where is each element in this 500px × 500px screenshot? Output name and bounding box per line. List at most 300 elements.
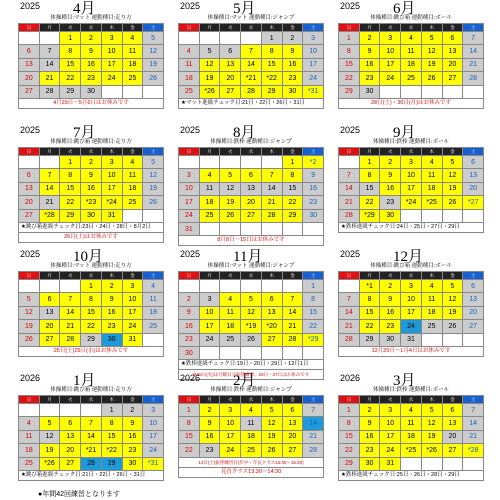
day-cell bbox=[143, 209, 164, 222]
day-cell: 15 bbox=[359, 306, 380, 319]
day-cell: 26 bbox=[143, 72, 164, 85]
day-cell: 13 bbox=[261, 306, 282, 319]
day-cell: 28 bbox=[81, 457, 102, 470]
event-subtitle: 体操種目:跳び箱 運動種目:走り方 bbox=[50, 387, 132, 393]
day-cell: 15 bbox=[60, 58, 81, 71]
day-cell: 1 bbox=[179, 404, 200, 417]
day-cell: 13 bbox=[19, 58, 40, 71]
month-title: 12月 bbox=[393, 249, 424, 265]
day-cell: 21 bbox=[39, 72, 60, 85]
day-cell: 25 bbox=[19, 457, 40, 470]
day-cell: 10 bbox=[101, 45, 122, 58]
day-cell bbox=[220, 222, 241, 235]
day-cell: 17 bbox=[220, 430, 241, 443]
day-cell: 12 bbox=[261, 417, 282, 430]
day-cell: 5 bbox=[421, 32, 442, 45]
day-cell: 26 bbox=[442, 196, 463, 209]
day-cell: 16 bbox=[122, 430, 143, 443]
day-cell: 14 bbox=[463, 45, 484, 58]
day-cell: 2 bbox=[199, 404, 220, 417]
day-cell: *29 bbox=[359, 209, 380, 222]
day-cell bbox=[101, 85, 122, 98]
month-calendar bbox=[178, 372, 324, 478]
day-cell bbox=[261, 346, 282, 359]
day-cell: 27 bbox=[282, 444, 303, 457]
day-cell: 15 bbox=[282, 182, 303, 195]
day-cell: 27 bbox=[463, 320, 484, 333]
weekday-header: 日 bbox=[19, 148, 40, 156]
month-title: 4月 bbox=[73, 1, 96, 17]
weekday-header: 金 bbox=[282, 272, 303, 280]
day-cell: 11 bbox=[199, 182, 220, 195]
day-cell: 16 bbox=[179, 320, 200, 333]
day-cell: 7 bbox=[81, 417, 102, 430]
day-cell bbox=[241, 32, 262, 45]
event-subtitle: 体操種目:跳び箱 運動種目:ボール bbox=[370, 263, 452, 269]
calendar-grid bbox=[178, 271, 324, 360]
weekday-header: 土 bbox=[463, 24, 484, 32]
day-cell: 22 bbox=[60, 72, 81, 85]
day-cell: 5 bbox=[220, 169, 241, 182]
weekday-header: 火 bbox=[60, 272, 81, 280]
day-cell: 30 bbox=[122, 457, 143, 470]
day-cell: *26 bbox=[39, 457, 60, 470]
day-cell: 26 bbox=[241, 333, 262, 346]
day-cell: 19 bbox=[39, 444, 60, 457]
day-cell: 17 bbox=[303, 58, 324, 71]
day-cell: 15 bbox=[339, 430, 360, 443]
weekday-header: 土 bbox=[463, 396, 484, 404]
day-cell: 9 bbox=[282, 45, 303, 58]
weekday-header: 金 bbox=[122, 24, 143, 32]
day-cell: 6 bbox=[241, 169, 262, 182]
day-cell: 5 bbox=[19, 293, 40, 306]
day-cell: 29 bbox=[339, 85, 360, 98]
weekday-header: 木 bbox=[421, 148, 442, 156]
day-cell: 20 bbox=[463, 182, 484, 195]
month-title: 9月 bbox=[393, 125, 416, 141]
day-cell: 14 bbox=[339, 182, 360, 195]
day-cell bbox=[19, 404, 40, 417]
day-cell: 29 bbox=[81, 333, 102, 346]
calendar-header bbox=[178, 0, 324, 17]
day-cell: 30 bbox=[101, 333, 122, 346]
event-subtitle: 体操種目:跳び箱 運動種目:ボール bbox=[370, 15, 452, 21]
calendar-grid bbox=[338, 147, 484, 223]
day-cell: 28 bbox=[339, 209, 360, 222]
calendar-header bbox=[18, 0, 164, 17]
year-label: 2026 bbox=[180, 373, 201, 383]
day-cell bbox=[380, 85, 401, 98]
day-cell: 28 bbox=[60, 333, 81, 346]
day-cell bbox=[463, 209, 484, 222]
day-cell: 10 bbox=[143, 417, 164, 430]
day-cell: 8 bbox=[81, 293, 102, 306]
day-cell: 22 bbox=[339, 72, 360, 85]
day-cell: 20 bbox=[19, 72, 40, 85]
day-cell: 5 bbox=[421, 404, 442, 417]
day-cell bbox=[241, 346, 262, 359]
day-cell: 21 bbox=[261, 196, 282, 209]
day-cell: 1 bbox=[339, 404, 360, 417]
weekday-header: 月 bbox=[199, 396, 220, 404]
day-cell: 19 bbox=[143, 182, 164, 195]
day-cell: 6 bbox=[261, 293, 282, 306]
calendar-header bbox=[18, 372, 164, 389]
event-subtitle: 体操種目:鉄棒 運動種目:ジャンプ bbox=[210, 139, 292, 145]
day-cell: 9 bbox=[179, 306, 200, 319]
day-cell: *25 bbox=[421, 196, 442, 209]
day-cell: 3 bbox=[199, 293, 220, 306]
day-cell: 6 bbox=[442, 32, 463, 45]
day-cell bbox=[303, 222, 324, 235]
day-cell: 2 bbox=[81, 32, 102, 45]
weekday-header: 金 bbox=[442, 396, 463, 404]
day-cell: 14 bbox=[60, 306, 81, 319]
month-calendar bbox=[338, 124, 484, 233]
day-cell: 2 bbox=[359, 32, 380, 45]
day-cell: 20 bbox=[442, 430, 463, 443]
day-cell: 21 bbox=[282, 320, 303, 333]
day-cell: 9 bbox=[199, 417, 220, 430]
day-cell bbox=[39, 404, 60, 417]
day-cell: 13 bbox=[220, 58, 241, 71]
month-title: 6月 bbox=[393, 1, 416, 17]
day-cell: 9 bbox=[303, 169, 324, 182]
day-cell: 25 bbox=[179, 85, 200, 98]
day-cell: 15 bbox=[359, 182, 380, 195]
month-calendar bbox=[18, 248, 164, 357]
day-cell: 11 bbox=[19, 430, 40, 443]
year-label: 2026 bbox=[340, 373, 361, 383]
day-cell: 18 bbox=[179, 72, 200, 85]
day-cell: 18 bbox=[421, 306, 442, 319]
day-cell: 12 bbox=[143, 169, 164, 182]
day-cell: 4 bbox=[421, 156, 442, 169]
day-cell: 18 bbox=[122, 182, 143, 195]
weekday-header: 木 bbox=[261, 272, 282, 280]
calendar-header bbox=[18, 124, 164, 141]
calendar-note: ★鉄棒進級チェック日:25日・26日・28日・29日 bbox=[338, 471, 484, 481]
day-cell: 7 bbox=[463, 32, 484, 45]
day-cell: 30 bbox=[359, 457, 380, 470]
day-cell: *28 bbox=[463, 444, 484, 457]
weekday-header: 日 bbox=[19, 24, 40, 32]
day-cell bbox=[282, 280, 303, 293]
day-cell: 29 bbox=[101, 457, 122, 470]
day-cell: 7 bbox=[39, 169, 60, 182]
day-cell: 13 bbox=[442, 417, 463, 430]
day-cell: 3 bbox=[220, 404, 241, 417]
day-cell: *25 bbox=[401, 444, 422, 457]
weekday-header: 月 bbox=[359, 272, 380, 280]
day-cell: 3 bbox=[303, 32, 324, 45]
day-cell bbox=[199, 32, 220, 45]
day-cell: 1 bbox=[60, 32, 81, 45]
weekday-header: 火 bbox=[380, 24, 401, 32]
day-cell: 15 bbox=[101, 430, 122, 443]
day-cell: 26 bbox=[143, 196, 164, 209]
calendar-header bbox=[178, 372, 324, 389]
day-cell: 19 bbox=[442, 306, 463, 319]
day-cell: 20 bbox=[19, 196, 40, 209]
day-cell: 25 bbox=[401, 72, 422, 85]
month-calendar bbox=[18, 124, 164, 243]
day-cell: 1 bbox=[81, 280, 102, 293]
calendar-grid bbox=[18, 23, 164, 99]
day-cell: 17 bbox=[143, 430, 164, 443]
day-cell: 5 bbox=[143, 32, 164, 45]
day-cell bbox=[60, 280, 81, 293]
day-cell: *24 bbox=[101, 196, 122, 209]
day-cell: 18 bbox=[220, 320, 241, 333]
day-cell: *26 bbox=[421, 444, 442, 457]
day-cell bbox=[442, 457, 463, 470]
day-cell: 5 bbox=[442, 156, 463, 169]
day-cell: 4 bbox=[122, 32, 143, 45]
day-cell: 4 bbox=[220, 293, 241, 306]
weekday-header: 金 bbox=[282, 24, 303, 32]
calendar-note: 見直クラス13:30〜14:30 bbox=[178, 468, 324, 478]
day-cell: 23 bbox=[122, 444, 143, 457]
day-cell: 13 bbox=[282, 417, 303, 430]
weekday-header: 金 bbox=[122, 148, 143, 156]
day-cell: 27 bbox=[60, 457, 81, 470]
day-cell: 27 bbox=[19, 209, 40, 222]
weekday-header: 水 bbox=[81, 24, 102, 32]
day-cell: 4 bbox=[401, 32, 422, 45]
day-cell: 12 bbox=[421, 417, 442, 430]
day-cell: 25 bbox=[122, 72, 143, 85]
day-cell: 5 bbox=[241, 293, 262, 306]
day-cell: 4 bbox=[122, 156, 143, 169]
day-cell: 22 bbox=[282, 196, 303, 209]
weekday-header: 火 bbox=[60, 24, 81, 32]
calendar-header bbox=[338, 248, 484, 265]
day-cell: *1 bbox=[359, 280, 380, 293]
day-cell: 8 bbox=[282, 169, 303, 182]
day-cell: 24 bbox=[220, 444, 241, 457]
day-cell bbox=[199, 222, 220, 235]
year-label: 2025 bbox=[180, 249, 201, 259]
day-cell: 22 bbox=[60, 196, 81, 209]
day-cell: 14 bbox=[241, 58, 262, 71]
day-cell: 25 bbox=[122, 196, 143, 209]
year-label: 2026 bbox=[20, 373, 41, 383]
day-cell: 2 bbox=[179, 293, 200, 306]
weekday-header: 火 bbox=[220, 396, 241, 404]
day-cell: 28 bbox=[39, 85, 60, 98]
day-cell: 12 bbox=[199, 58, 220, 71]
month-calendar bbox=[18, 372, 164, 481]
day-cell: 17 bbox=[199, 320, 220, 333]
day-cell: 3 bbox=[143, 404, 164, 417]
day-cell: 20 bbox=[60, 444, 81, 457]
weekday-header: 月 bbox=[39, 148, 60, 156]
year-label: 2025 bbox=[180, 125, 201, 135]
day-cell: 9 bbox=[101, 293, 122, 306]
calendar-note: ★鉄棒進級チェック日:19日・20日・29日・12月1日 bbox=[178, 360, 324, 370]
day-cell: 9 bbox=[359, 45, 380, 58]
day-cell: 24 bbox=[143, 444, 164, 457]
month-calendar bbox=[178, 248, 324, 380]
weekday-header: 木 bbox=[101, 24, 122, 32]
day-cell: 1 bbox=[60, 156, 81, 169]
weekday-header: 水 bbox=[81, 396, 102, 404]
day-cell: *26 bbox=[199, 85, 220, 98]
day-cell: 7 bbox=[241, 45, 262, 58]
day-cell: 8 bbox=[261, 45, 282, 58]
day-cell: 23 bbox=[380, 196, 401, 209]
day-cell bbox=[220, 156, 241, 169]
year-label: 2025 bbox=[20, 1, 41, 11]
day-cell: 12 bbox=[442, 293, 463, 306]
day-cell: 27 bbox=[442, 72, 463, 85]
day-cell: 28 bbox=[241, 85, 262, 98]
weekday-header: 火 bbox=[380, 272, 401, 280]
day-cell: 10 bbox=[179, 182, 200, 195]
day-cell: 10 bbox=[401, 169, 422, 182]
weekday-header: 日 bbox=[19, 396, 40, 404]
day-cell: 14 bbox=[39, 182, 60, 195]
day-cell: 22 bbox=[359, 196, 380, 209]
day-cell: 9 bbox=[81, 45, 102, 58]
day-cell: 29 bbox=[339, 457, 360, 470]
day-cell: 30 bbox=[179, 346, 200, 359]
day-cell: 7 bbox=[339, 293, 360, 306]
day-cell bbox=[199, 280, 220, 293]
day-cell: 31 bbox=[380, 457, 401, 470]
weekday-header: 水 bbox=[401, 396, 422, 404]
day-cell: 27 bbox=[241, 209, 262, 222]
month-calendar bbox=[178, 124, 324, 246]
day-cell: *2 bbox=[303, 156, 324, 169]
weekday-header: 土 bbox=[143, 148, 164, 156]
day-cell: 16 bbox=[81, 58, 102, 71]
day-cell: 8 bbox=[303, 293, 324, 306]
day-cell: 16 bbox=[101, 306, 122, 319]
day-cell: 15 bbox=[179, 430, 200, 443]
day-cell: 2 bbox=[380, 280, 401, 293]
day-cell: 23 bbox=[199, 444, 220, 457]
day-cell: 4 bbox=[143, 280, 164, 293]
day-cell bbox=[179, 32, 200, 45]
weekday-header: 木 bbox=[101, 148, 122, 156]
day-cell: 26 bbox=[19, 333, 40, 346]
weekday-header: 土 bbox=[143, 24, 164, 32]
day-cell: 10 bbox=[303, 45, 324, 58]
weekday-header: 月 bbox=[39, 272, 60, 280]
month-title: 5月 bbox=[233, 1, 256, 17]
year-label: 2025 bbox=[340, 249, 361, 259]
event-subtitle: 体操種目:跳び箱 運動種目:走り方 bbox=[50, 139, 132, 145]
day-cell: *21 bbox=[241, 72, 262, 85]
day-cell: 28 bbox=[303, 444, 324, 457]
day-cell: 5 bbox=[199, 45, 220, 58]
day-cell: 20 bbox=[39, 320, 60, 333]
day-cell: 26 bbox=[442, 320, 463, 333]
day-cell: 24 bbox=[199, 333, 220, 346]
day-cell bbox=[401, 209, 422, 222]
weekday-header: 土 bbox=[303, 148, 324, 156]
weekday-header: 日 bbox=[19, 272, 40, 280]
calendar-header bbox=[338, 124, 484, 141]
day-cell: 27 bbox=[261, 333, 282, 346]
day-cell bbox=[241, 222, 262, 235]
day-cell: 21 bbox=[463, 430, 484, 443]
day-cell: 11 bbox=[401, 45, 422, 58]
weekday-header: 木 bbox=[261, 396, 282, 404]
weekday-header: 金 bbox=[442, 148, 463, 156]
calendar-note: 25日(土)29日(水)はお休みです bbox=[18, 347, 164, 357]
day-cell: 3 bbox=[101, 32, 122, 45]
day-cell: 6 bbox=[19, 169, 40, 182]
day-cell: 13 bbox=[39, 306, 60, 319]
day-cell bbox=[39, 32, 60, 45]
day-cell: *21 bbox=[81, 444, 102, 457]
day-cell: 9 bbox=[81, 169, 102, 182]
day-cell: 31 bbox=[401, 333, 422, 346]
day-cell: 11 bbox=[241, 417, 262, 430]
day-cell: 8 bbox=[101, 417, 122, 430]
day-cell: 18 bbox=[421, 182, 442, 195]
day-cell: 7 bbox=[282, 293, 303, 306]
weekday-header: 木 bbox=[101, 272, 122, 280]
weekday-header: 月 bbox=[359, 24, 380, 32]
month-title: 1月 bbox=[73, 373, 96, 389]
day-cell: 22 bbox=[303, 320, 324, 333]
day-cell: 13 bbox=[442, 45, 463, 58]
day-cell: 30 bbox=[81, 85, 102, 98]
event-subtitle: 体操種目:マット 運動種目:走り方 bbox=[50, 15, 132, 21]
day-cell: 2 bbox=[282, 32, 303, 45]
day-cell: 24 bbox=[380, 72, 401, 85]
event-subtitle: 体操種目:鉄棒 運動種目:ジャンプ bbox=[210, 387, 292, 393]
day-cell: 8 bbox=[359, 293, 380, 306]
day-cell: 18 bbox=[401, 58, 422, 71]
day-cell: 7 bbox=[303, 404, 324, 417]
day-cell: 15 bbox=[261, 58, 282, 71]
day-cell bbox=[282, 222, 303, 235]
day-cell: 30 bbox=[380, 333, 401, 346]
day-cell bbox=[339, 280, 360, 293]
day-cell: 2 bbox=[81, 156, 102, 169]
day-cell: 2 bbox=[101, 280, 122, 293]
day-cell: 31 bbox=[122, 333, 143, 346]
calendar-note: 28日(土)・30日(月)はお休みです bbox=[338, 99, 484, 109]
weekday-header: 土 bbox=[463, 148, 484, 156]
weekday-header: 水 bbox=[81, 148, 102, 156]
day-cell: 27 bbox=[39, 333, 60, 346]
calendar-grid bbox=[338, 271, 484, 347]
day-cell: 19 bbox=[261, 430, 282, 443]
event-subtitle: 体操種目:マット 運動種目:ジャンプ bbox=[207, 15, 295, 21]
day-cell: 17 bbox=[179, 196, 200, 209]
month-title: 11月 bbox=[233, 249, 263, 265]
weekday-header: 火 bbox=[60, 148, 81, 156]
day-cell: 16 bbox=[81, 182, 102, 195]
day-cell bbox=[220, 32, 241, 45]
day-cell: 6 bbox=[442, 404, 463, 417]
day-cell: 31 bbox=[179, 222, 200, 235]
weekday-header: 土 bbox=[303, 272, 324, 280]
day-cell bbox=[401, 85, 422, 98]
day-cell: 19 bbox=[421, 58, 442, 71]
weekday-header: 日 bbox=[339, 396, 360, 404]
calendar-grid bbox=[178, 23, 324, 99]
day-cell: 10 bbox=[220, 417, 241, 430]
weekday-header: 日 bbox=[179, 24, 200, 32]
